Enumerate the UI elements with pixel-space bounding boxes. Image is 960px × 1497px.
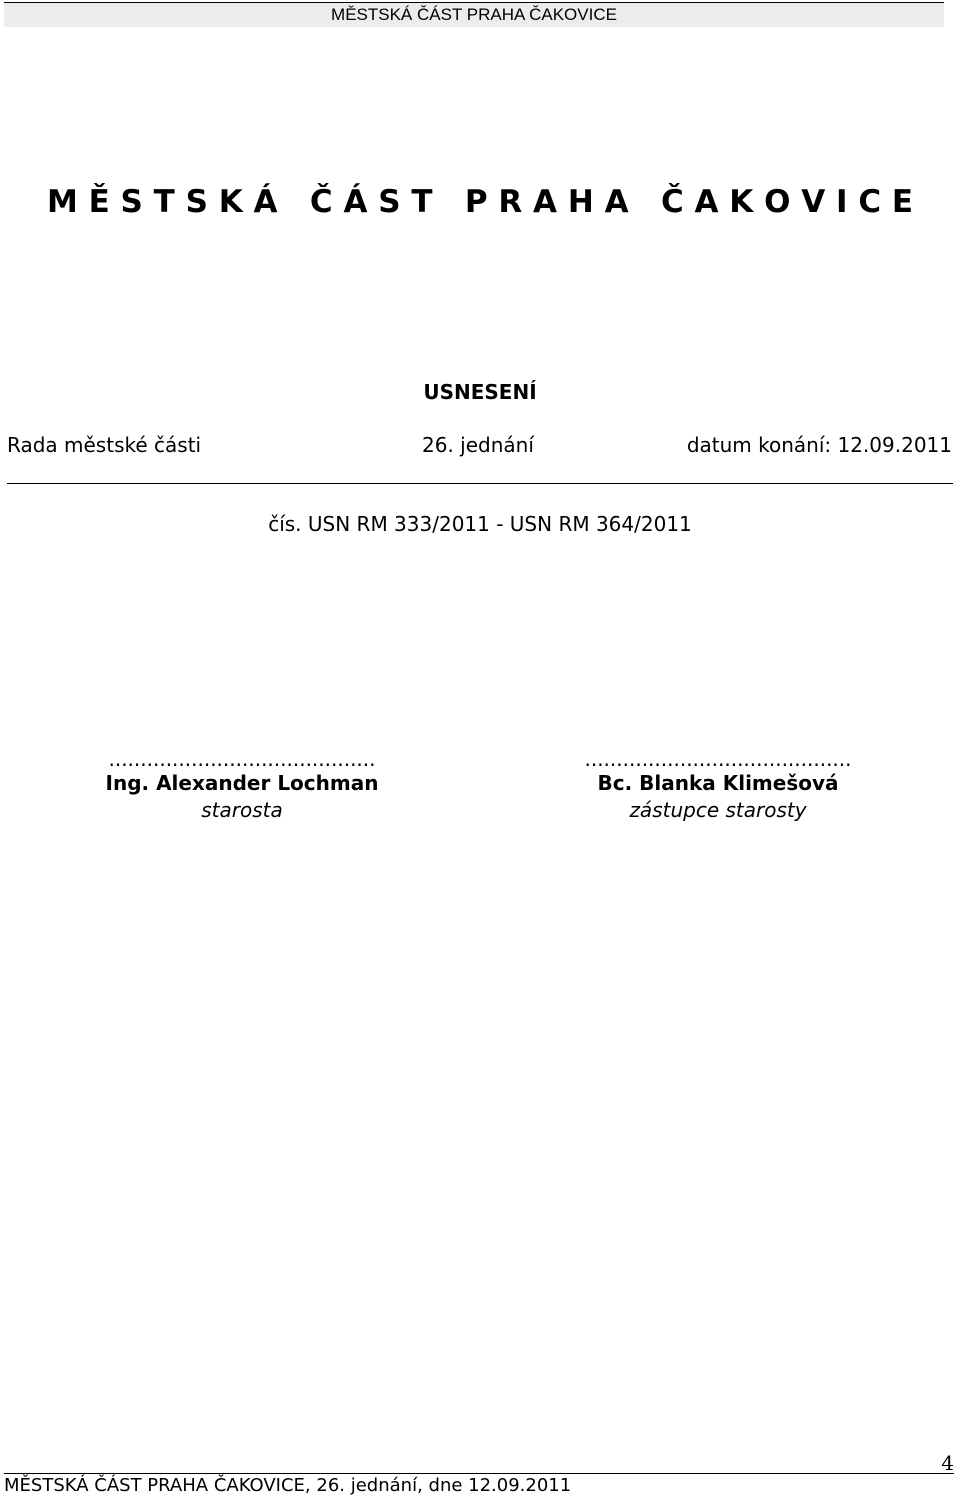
signatory-name: Bc. Blanka Klimešová [597, 771, 839, 795]
main-title: M Ě S T S K Á Č Á S T P R A H A Č A K O V I C E [46, 184, 914, 220]
running-header-title: MĚSTSKÁ ČÁST PRAHA ČAKOVICE [331, 5, 617, 24]
document-type: USNESENÍ [423, 380, 537, 404]
meeting-date: datum konání: 12.09.2011 [686, 433, 952, 457]
signatory-role: starosta [201, 798, 283, 822]
signature-block-mayor [62, 748, 422, 823]
footer-text: MĚSTSKÁ ČÁST PRAHA ČAKOVICE, 26. jednání, dne 12.09.2011 [4, 1475, 572, 1496]
horizontal-divider [7, 483, 953, 484]
signature-line: .......................................... [584, 748, 852, 770]
resolution-range: čís. USN RM 333/2011 - USN RM 364/2011 [268, 512, 692, 536]
meeting-number: 26. jednání [422, 433, 534, 457]
page-footer [4, 1473, 954, 1497]
signature-block-deputy [538, 748, 898, 823]
page-number: 4 [941, 1451, 954, 1475]
signatory-name: Ing. Alexander Lochman [105, 771, 379, 795]
meeting-body: Rada městské části [7, 433, 202, 457]
signatory-role: zástupce starosty [629, 798, 807, 822]
signature-line: .......................................... [108, 748, 376, 770]
page-header [4, 2, 944, 27]
